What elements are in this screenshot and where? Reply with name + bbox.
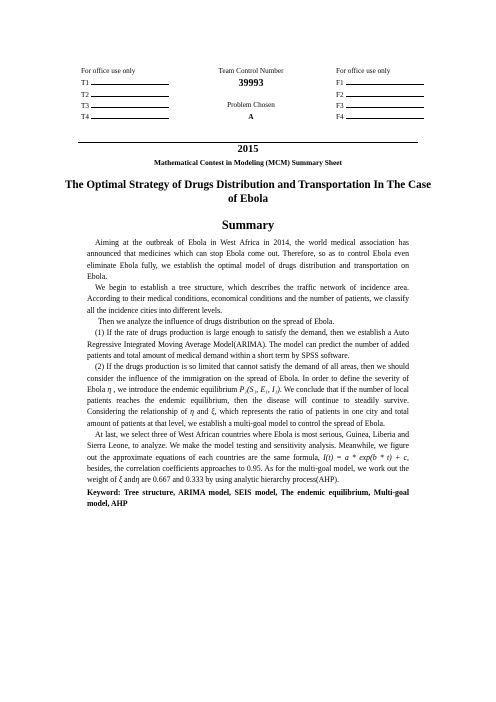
text-run: , which represents the ratio of patients in one city and total amount of patients at that level, we establish a multi-goal model to control the spread of Ebola. [87, 407, 409, 428]
text-run: and [197, 407, 209, 417]
math-eta: η [107, 384, 112, 394]
text-run: (2) If the drugs production is so limited that cannot satisfy the demand of all areas, then we should consider the influence of the immigration on the spread of Ebola. In order to define the severity of Ebola [87, 362, 409, 394]
office-use-left-label: For office use only [81, 67, 136, 75]
team-control-label: Team Control Number [218, 67, 284, 75]
summary-paragraph: Then we analyze the influence of drugs distribution on the spread of Ebola. [98, 317, 335, 327]
text-run: are 0.667 and 0.333 by using analytic hierarchy process(AHP). [141, 475, 339, 485]
summary-paragraph [87, 361, 409, 429]
blank-line [91, 100, 169, 108]
blank-line [346, 100, 424, 108]
math-formula: I(t) = a * exp(b * t) + c [323, 452, 408, 462]
blank-line [91, 111, 169, 119]
office-use-right [336, 66, 424, 122]
text-run: , besides, the correlation coefficients approaches to 0.95. As for the multi-goal model, we work out the weight of [87, 452, 409, 485]
office-field-t3: T3 [81, 101, 89, 110]
blank-line [91, 77, 169, 85]
summary-body [87, 237, 409, 510]
summary-paragraph: We begin to establish a tree structure, which describes the traffic network of incidence area. According to their medical conditions, economical conditions and the number of patients, we classify all the incidence cities into different levels. [87, 283, 409, 315]
team-control-block [196, 66, 306, 123]
text-run: . We conclude that if the number of local patients reaches the endemic equilibrium, then the disease will continue to steadily survive. Considering the relationship of [87, 384, 409, 417]
summary-paragraph: Aiming at the outbreak of Ebola in West Africa in 2014, the world medical association has announced that medicines which can stop Ebola come out. Therefore, so as to control Ebola even eliminate Ebola fully, we establish the optimal model of drugs distribution and transportation on Ebola. [87, 238, 409, 281]
blank-line [346, 111, 424, 119]
contest-name: Mathematical Contest in Modeling (MCM) Summary Sheet [153, 158, 343, 167]
office-field-f2: F2 [336, 90, 344, 99]
text-run: and [124, 475, 136, 485]
text-run: , we introduce the endemic equilibrium [113, 384, 238, 394]
math-xi: ξ [118, 475, 123, 485]
team-control-number: 39993 [238, 78, 264, 90]
blank-line [346, 77, 424, 85]
blank-line [91, 89, 169, 97]
office-use-right-label: For office use only [336, 67, 391, 75]
office-use-left [81, 66, 169, 122]
office-field-f4: F4 [336, 113, 344, 122]
problem-chosen-value: A [248, 112, 254, 121]
header-divider [78, 142, 418, 143]
paper-title: The Optimal Strategy of Drugs Distribution and Transportation In The Case of Ebola [64, 179, 432, 205]
office-field-t2: T2 [81, 90, 89, 99]
keywords: Keyword: Tree structure, ARIMA model, SEIS model, The endemic equilibrium, Multi-goal model, AHP [87, 487, 409, 509]
summary-heading: Summary [221, 218, 275, 232]
math-equilibrium: P₁(S₁, E₁, I₁) [239, 384, 280, 394]
math-eta: η [135, 475, 140, 485]
math-eta: η [190, 407, 195, 417]
text-run: At last, we select three of West African countries where Ebola is most serious, Guinea, Liberia and Sierra Leone, to analyze. We make the model testing and sensitivity analysis. Meanwhile, we figure out the approximate equations of each countries are the same formula, [87, 430, 409, 462]
office-field-f3: F3 [336, 101, 344, 110]
blank-line [346, 89, 424, 97]
contest-year: 2015 [237, 144, 259, 155]
summary-paragraph [87, 429, 409, 485]
office-field-t1: T1 [81, 79, 89, 88]
office-field-f1: F1 [336, 79, 344, 88]
problem-chosen-label: Problem Chosen [227, 101, 275, 110]
math-xi: ξ [211, 407, 215, 417]
summary-paragraph: (1) If the rate of drugs production is large enough to satisfy the demand, then we establish a Auto Regressive Integrated Moving Average Model(ARIMA). The model can predict the number of added patients and total amount of medical demand within a short term by SPSS software. [87, 328, 409, 360]
office-field-t4: T4 [81, 113, 89, 122]
